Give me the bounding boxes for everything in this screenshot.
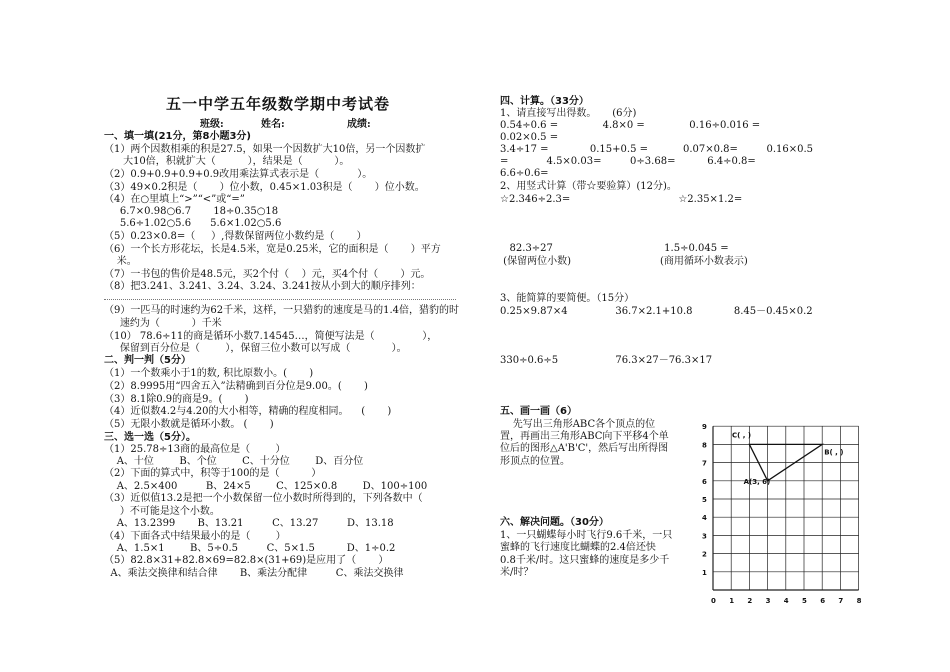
- x-tick-label: 8: [856, 597, 862, 605]
- x-tick-label: 3: [765, 597, 771, 605]
- question-line: （9）一匹马的时速约为62千米，这样，一只猎豹的速度是马的1.4倍，猎豹的时: [104, 305, 459, 316]
- question-line: 米。: [104, 256, 137, 267]
- question-line: （7）一书包的售价是48.5元，买2个付（ ）元，买4个付（ ）元。: [104, 269, 431, 280]
- question-line: A、13.2399 B、13.21 C、13.27 D、13.18: [104, 518, 394, 529]
- x-tick-label: 0: [711, 597, 716, 605]
- question-line: A、乘法交换律和结合律 B、乘法分配律 C、乘法交换律: [104, 568, 404, 579]
- question-line: 保留到百分位是（ ），保留三位小数可以写成（ ）。: [104, 343, 407, 354]
- question-line: ）不可能是这个小数。: [104, 506, 220, 517]
- section-title: 一、填一填(21分，第8小题3分): [104, 131, 251, 142]
- question-line: （3）8.1除0.9的商是9。( ): [104, 394, 249, 405]
- question-line: （6）一个长方形花坛，长是4.5米，宽是0.25米，它的面积是（ ）平方: [104, 244, 441, 255]
- x-tick-label: 5: [802, 597, 807, 605]
- vertex-label-a: A(3, 6): [743, 477, 771, 486]
- question-line: （10） 78.6÷11的商是循环小数7.14545…，简便写法是（ ），: [104, 331, 438, 342]
- x-tick-label: 6: [820, 597, 826, 605]
- question-line: 1、请直接写出得数。 (6分): [500, 108, 637, 119]
- x-tick-label: 1: [729, 597, 735, 605]
- question-line: （3）49×0.2积是（ ）位小数，0.45×1.03积是（ ）位小数。: [104, 182, 425, 193]
- y-tick-label: 7: [702, 459, 707, 468]
- question-line: 蜜蜂的飞行速度比蝴蝶的2.4倍还快: [500, 542, 656, 553]
- question-line: 先写出三角形ABC各个顶点的位: [500, 419, 656, 430]
- score-label: 成绩:: [347, 119, 371, 130]
- question-line: 6.6÷0.6=: [500, 168, 549, 179]
- answer-line: [104, 299, 456, 300]
- question-line: 0.25×9.87×4 36.7×2.1+10.8 8.45－0.45×0.2: [500, 306, 813, 317]
- x-tick-label: 4: [783, 597, 789, 605]
- question-line: （4）下面各式中结果最小的是（ ）: [104, 531, 286, 542]
- x-tick-label: 7: [838, 597, 844, 605]
- question-line: 位后的图形△A'B'C'，然后写出所得图: [500, 443, 669, 454]
- question-line: （1）25.78÷13商的最高位是（ ）: [104, 444, 286, 455]
- y-tick-label: 1: [702, 568, 707, 577]
- y-tick-label: 9: [702, 423, 707, 432]
- question-line: （1）两个因数相乘的积是27.5，如果一个因数扩大10倍，另一个因数扩: [104, 144, 426, 155]
- question-line: A、十位 B、个位 C、十分位 D、百分位: [104, 456, 364, 467]
- question-line: 0.02×0.5 =: [500, 132, 559, 143]
- question-line: 置，再画出三角形ABC向下平移4个单: [500, 431, 669, 442]
- question-line: 大10倍，积就扩大（ ），结果是（ ）。: [104, 156, 350, 167]
- section-title: 四、计算。（33分）: [500, 96, 589, 107]
- y-tick-label: 2: [702, 550, 707, 559]
- question-line: = 4.5×0.03= 0÷3.68= 6.4÷0.8=: [500, 156, 756, 167]
- question-line: 330÷0.6÷5 76.3×27－76.3×17: [500, 355, 713, 366]
- question-line: 0.8千米/时。这只蜜蜂的速度是多少千: [500, 555, 670, 566]
- question-line: A、1.5×1 B、5÷0.5 C、5×1.5 D、1÷0.2: [104, 543, 396, 554]
- question-line: 6.7×0.98○6.7 18÷0.35○18: [104, 206, 279, 217]
- question-line: （4）在○里填上“>”“<”或“=”: [104, 194, 245, 205]
- question-line: 米/时？: [500, 567, 534, 578]
- question-line: （2）0.9+0.9+0.9+0.9改用乘法算式表示是（ ）。: [104, 169, 373, 180]
- question-line: （5）82.8×31+82.8×69=82.8×(31+69)是应用了（ ）: [104, 555, 389, 566]
- question-line: （2）下面的算式中，积等于100的是（ ）: [104, 468, 322, 479]
- question-line: 2、用竖式计算（带☆要验算）(12分)。: [500, 181, 677, 192]
- question-line: 5.6÷1.02○5.6 5.6×1.02○5.6: [104, 218, 282, 229]
- question-line: （3）近似值13.2是把一个小数保留一位小数时所得到的，下列各数中（: [104, 493, 423, 504]
- question-line: （2）8.9995用“四舍五入”法精确到百分位是9.00。( ): [104, 381, 368, 392]
- question-line: （1）一个数乘小于1的数, 积比原数小。( ): [104, 368, 314, 379]
- page-title: 五一中学五年级数学期中考试卷: [166, 95, 391, 113]
- y-tick-label: 3: [702, 532, 707, 541]
- question-line: 速约为（ ）千米: [104, 318, 222, 329]
- question-line: 形顶点的位置。: [500, 456, 570, 467]
- question-line: （5）0.23×0.8=（ ）,得数保留两位小数约是（ ）: [104, 231, 367, 242]
- class-label: 班级:: [200, 119, 224, 130]
- question-line: （8）把3.241、3.241、3.24、3.24、3.241按从小到大的顺序排列：: [104, 281, 421, 292]
- question-line: A、2.5×400 B、24×5 C、125×0.8 D、100÷100: [104, 481, 428, 492]
- question-line: 82.3÷27 1.5÷0.045 =: [500, 243, 729, 254]
- question-line: （4）近似数4.2与4.20的大小相等，精确的程度相同。 ( ): [104, 406, 392, 417]
- section-title: 三、选一选（5分）。: [104, 432, 196, 443]
- vertex-label-c: C( , ): [732, 431, 752, 440]
- vertex-label-b: B( , ): [824, 448, 844, 457]
- question-line: 0.54÷0.6 = 4.8×0 = 0.16÷0.016 =: [500, 120, 761, 131]
- y-tick-label: 8: [702, 441, 707, 450]
- y-tick-label: 5: [702, 496, 707, 504]
- question-line: 3、能简算的要简便。（15分）: [500, 293, 635, 304]
- question-line: 1、一只蝴蝶每小时飞行9.6千米，一只: [500, 530, 673, 541]
- coordinate-grid: [700, 420, 865, 608]
- y-tick-label: 6: [702, 477, 707, 486]
- question-line: ☆2.346÷2.3= ☆2.35×1.2=: [500, 194, 743, 205]
- question-line: 3.4÷17 = 0.15+0.5 = 0.07×0.8= 0.16×0.5: [500, 144, 814, 155]
- question-line: (保留两位小数) (商用循环小数表示): [500, 256, 748, 267]
- y-tick-label: 4: [702, 514, 707, 523]
- question-line: （5）无限小数就是循环小数。 ( ): [104, 419, 274, 430]
- name-label: 姓名:: [261, 119, 285, 130]
- x-tick-label: 2: [747, 597, 753, 605]
- section-title: 六、解决问题。（30分）: [500, 517, 609, 528]
- section-title: 二、判一判（5分）: [104, 355, 191, 366]
- section-title: 五、画一画（6）: [500, 406, 577, 417]
